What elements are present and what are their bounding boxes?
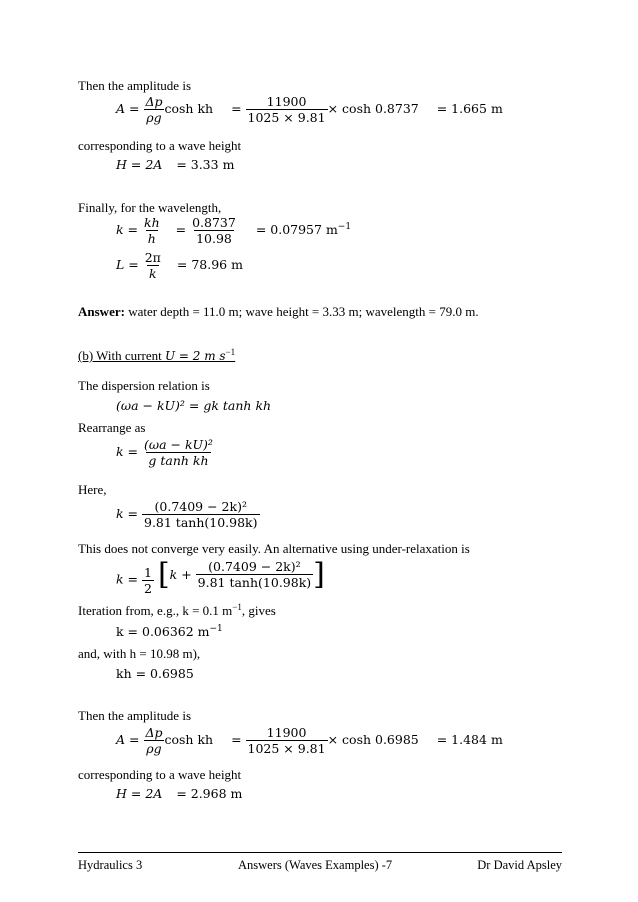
- answer-line: [78, 304, 479, 320]
- wave-height-equation: H = 2A = 3.33 m: [116, 157, 235, 172]
- wave-height-label-2: corresponding to a wave height: [78, 767, 242, 782]
- wavelength-intro: Finally, for the wavelength,: [78, 200, 222, 215]
- footer-center: Answers (Waves Examples) -7: [238, 858, 393, 872]
- under-relaxation-equation: k = $\frac{1}{2}$ [ k + $\frac{\text{(0.7409 − 2k)²}}{9.81 \tanh(10.98k)}$ ]: [116, 556, 325, 596]
- here-equation: k = $\frac{\text{(0.7409 − 2k)²}}{9.81 \tanh(10.98k)}$: [116, 499, 258, 530]
- answer-text: water depth = 11.0 m; wave height = 3.33 m; wavelength = 79.0 m.: [124, 304, 479, 319]
- converge-text: This does not converge very easily. An alternative using under-relaxation is: [78, 541, 470, 556]
- here-label: Here,: [78, 482, 107, 497]
- footer-right: Dr David Apsley: [477, 858, 562, 872]
- iteration-text: Iteration from, e.g., k = 0.1 $m^{-1}$, gives: [78, 602, 276, 618]
- amplitude-intro-2: Then the amplitude is: [78, 708, 192, 723]
- k-value: k = 0.06362 $m^{-1}$: [116, 624, 223, 639]
- amplitude-equation: A = $\frac{\Delta p}{\rho g}$ cosh kh = $\frac{11900}{1025 \times 9.81}$ × cosh 0.8737 = 1.665 m: [116, 94, 503, 125]
- kh-value: kh = 0.6985: [116, 666, 194, 681]
- footer-rule: [78, 852, 562, 853]
- dispersion-intro: The dispersion relation is: [78, 378, 210, 393]
- k-equation: k = $\frac{kh}{h}$ = $\frac{0.8737}{10.98}$ = 0.07957 $m^{-1}$: [116, 215, 352, 246]
- answer-label: Answer:: [78, 304, 125, 319]
- rearrange-label: Rearrange as: [78, 420, 146, 435]
- L-equation: L = $\frac{2\pi}{k}$ = 78.96 m: [116, 250, 243, 281]
- and-with-text: and, with h = 10.98 m),: [78, 646, 201, 661]
- rearranged-equation: k = $\frac{\text{(ωa − kU)²}}{\text{g tanh kh}}$: [116, 437, 213, 468]
- wave-height-label: corresponding to a wave height: [78, 138, 242, 153]
- footer-left: Hydraulics 3: [78, 858, 143, 872]
- section-b-heading: (b) With current U = 2 m $s^{-1}$: [78, 347, 236, 363]
- amplitude-equation-2: A = $\frac{\Delta p}{\rho g}$ cosh kh = $\frac{11900}{1025 \times 9.81}$ × cosh 0.6985 = 1.484 m: [116, 725, 503, 756]
- amplitude-intro: Then the amplitude is: [78, 78, 192, 93]
- wave-height-equation-2: H = 2A = 2.968 m: [116, 786, 243, 801]
- dispersion-equation: (ωa − kU)² = gk tanh kh: [116, 398, 272, 413]
